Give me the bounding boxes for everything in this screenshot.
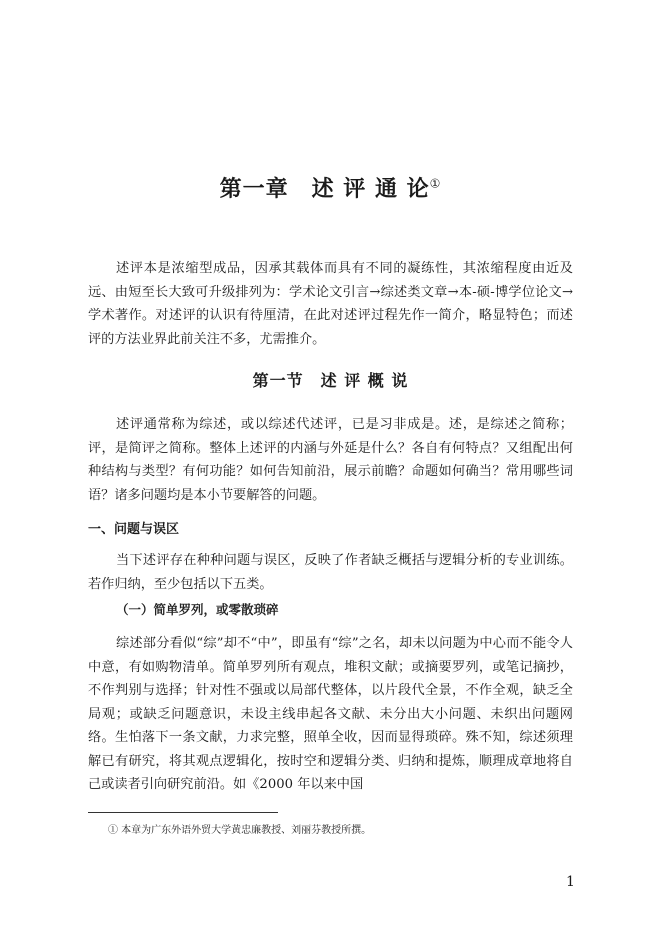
intro-paragraph: 述评本是浓缩型成品，因承其载体而具有不同的凝练性，其浓缩程度由近及远、由短至长大致可升级排列为：学术论文引言→综述类文章→本-硕-博学位论文→学术著作。对述评的认识有待厘清，在此对述评过程先作一简介，略显特色；而述评的方法业界此前关注不多，尤需推介。 (88, 261, 573, 347)
footnote: ① 本章为广东外语外贸大学黄忠廉教授、刘丽芬教授所撰。 (108, 825, 372, 836)
footnote-mark[interactable]: ① (429, 176, 442, 191)
section-paragraph: 述评通常称为综述，或以综述代述评，已是习非成是。述，是综述之简称；评，是简评之简称。整体上述评的内涵与外延是什么？各自有何特点？又组配出何种结构与类型？有何功能？如何告知前沿，展示前瞻？命题如何确当？常用哪些词语？诸多问题均是本小节要解答的问题。 (88, 417, 573, 503)
chapter-title (0, 172, 661, 203)
subsubsection-paragraph: 综述部分看似“综”却不“中”，即虽有“综”之名，却未以问题为中心而不能令人中意，有如购物清单。简单罗列所有观点，堆积文献；或摘要罗列，或笔记摘抄，不作判别与选择；针对性不强或以局部代整体，以片段代全景，不作全观，缺乏全局观；或缺乏问题意识，未设主线串起各文献、未分出大小问题、未织出问题网络。生怕落下一条文献，力求完整，照单全收，因而显得琐碎。殊不知，综述须理解已有研究，将其观点逻辑化，按时空和逻辑分类、归纳和提炼，顺理成章地将自己或读者引向研究前沿。如《2000 年以来中国 (88, 636, 573, 792)
page-number: 1 (566, 874, 575, 890)
subsection-heading: 一、问题与误区 (88, 522, 180, 537)
subsection-paragraph: 当下述评存在种种问题与误区，反映了作者缺乏概括与逻辑分析的专业训练。若作归纳，至少包括以下五类。 (88, 553, 573, 592)
subsubsection-heading: （一）简单罗列，或零散琐碎 (116, 602, 279, 617)
chapter-title-text: 第一章 述 评 通 论 (219, 176, 430, 202)
footnote-divider (88, 812, 278, 813)
section-title: 第一节 述 评 概 说 (252, 371, 409, 390)
